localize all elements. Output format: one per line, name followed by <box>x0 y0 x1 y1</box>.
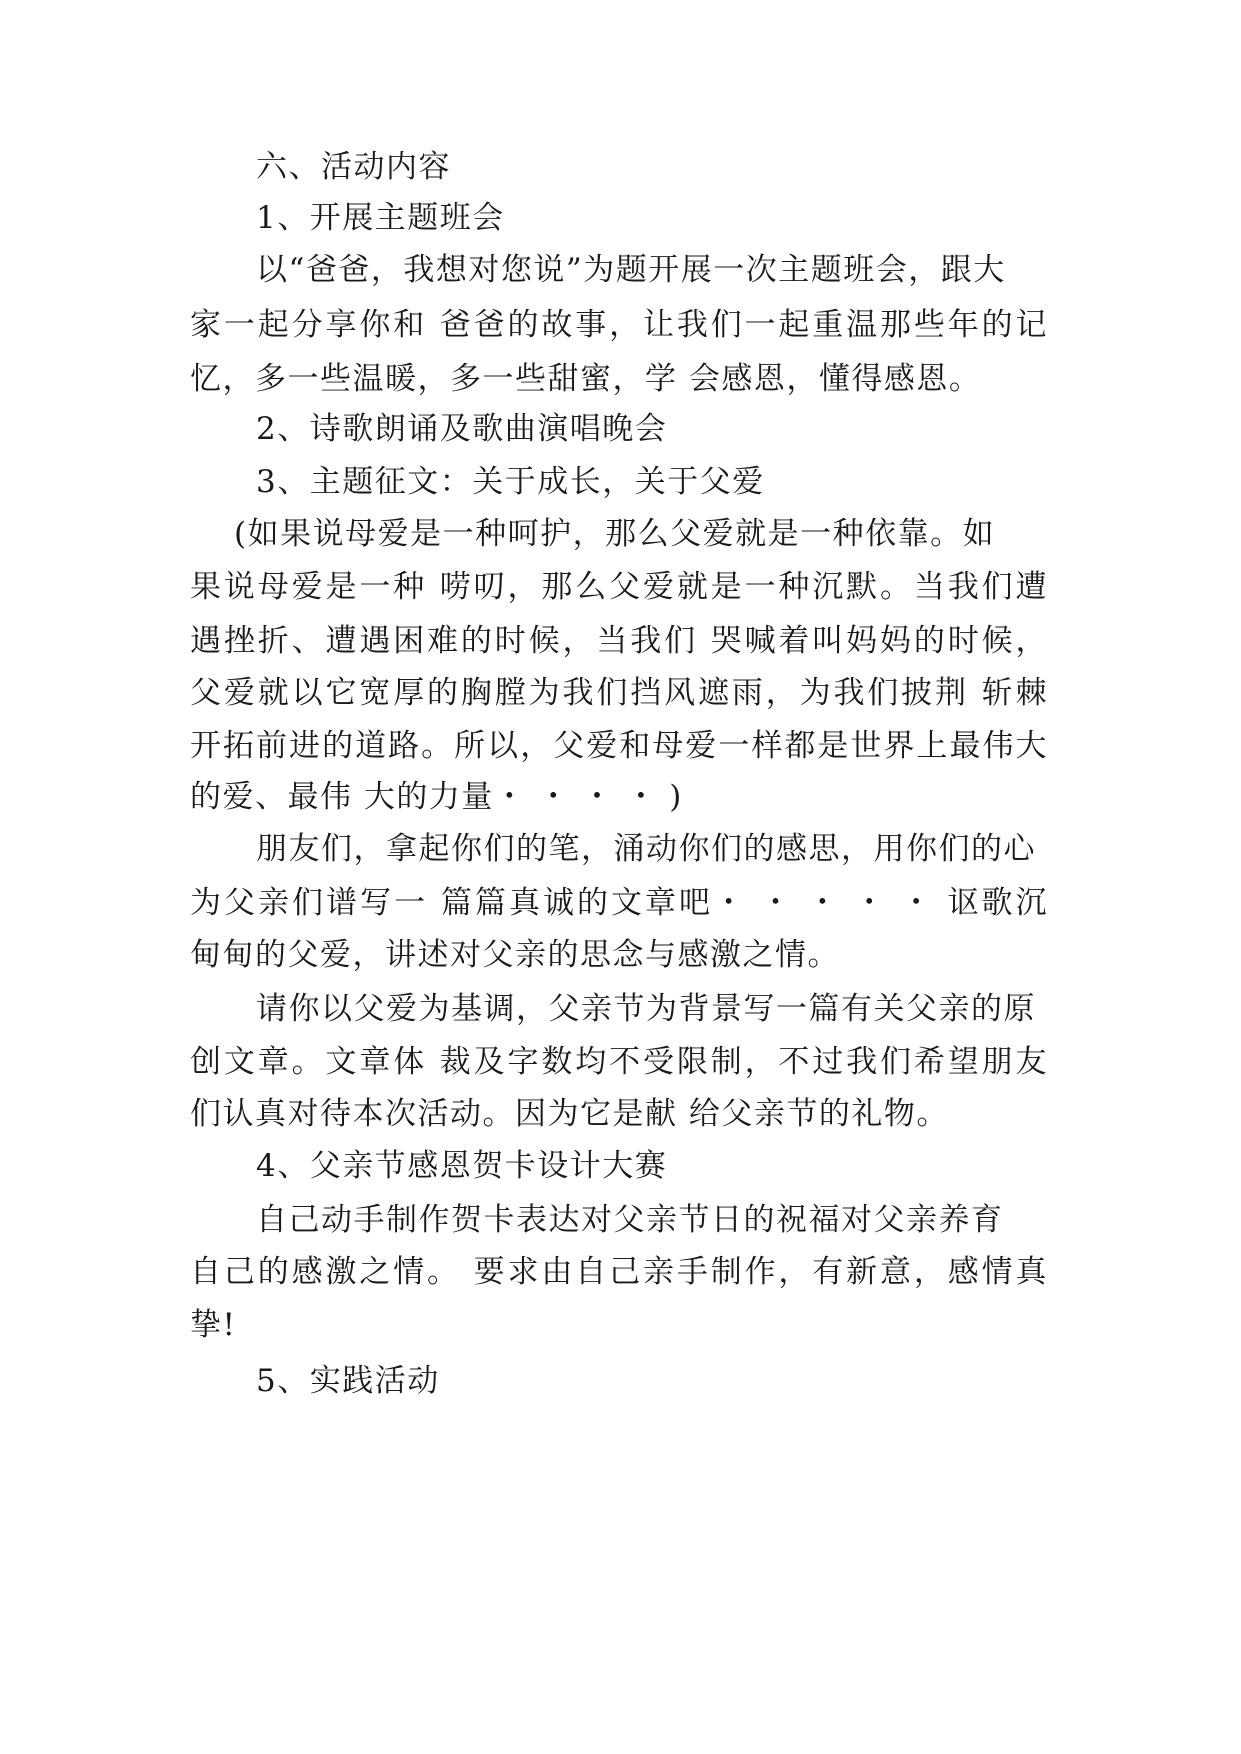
section-heading: 六、活动内容 <box>256 149 451 185</box>
item-heading-3: 3、主题征文：关于成长，关于父爱 <box>256 464 765 500</box>
paragraph-line: 们认真对待本次活动。因为它是献 给父亲节的礼物。 <box>190 1096 949 1132</box>
paragraph-line: 忆，多一些温暖，多一些甜蜜，学 会感恩，懂得感恩。 <box>190 361 982 397</box>
paragraph-line: 挚! <box>190 1307 237 1343</box>
item-heading-4: 4、父亲节感恩贺卡设计大赛 <box>256 1148 668 1184</box>
paragraph-line: 父爱就以它宽厚的胸膛为我们挡风遮雨，为我们披荆 斩棘 <box>190 675 1048 711</box>
item-heading-2: 2、诗歌朗诵及歌曲演唱晚会 <box>256 411 668 447</box>
item-heading-5: 5、实践活动 <box>256 1363 440 1399</box>
paragraph-line: 朋友们，拿起你们的笔，涌动你们的感思，用你们的心 <box>256 831 1036 867</box>
paragraph-line: 开拓前进的道路。所以，父爱和母爱一样都是世界上最伟大 <box>190 728 1048 764</box>
item-heading-1: 1、开展主题班会 <box>256 200 505 236</box>
paragraph-line: 以“爸爸，我想对您说”为题开展一次主题班会，跟大 <box>256 252 1006 288</box>
paragraph-line: 创文章。文章体 裁及字数均不受限制，不过我们希望朋友 <box>190 1044 1048 1080</box>
paragraph-line: 甸甸的父爱，讲述对父亲的思念与感激之情。 <box>190 937 840 973</box>
paragraph-line: 请你以父爱为基调，父亲节为背景写一篇有关父亲的原 <box>256 991 1036 1027</box>
paragraph-line: (如果说母爱是一种呵护，那么父爱就是一种依靠。如 <box>234 516 996 552</box>
paragraph-line: 为父亲们谱写一 篇篇真诚的文章吧・ ・ ・ ・ ・ 讴歌沉 <box>190 885 1048 921</box>
paragraph-line: 果说母爱是一种 唠叨，那么父爱就是一种沉默。当我们遭 <box>190 569 1048 605</box>
paragraph-line: 遇挫折、遭遇困难的时候，当我们 哭喊着叫妈妈的时候， <box>190 623 1048 659</box>
paragraph-line: 自己动手制作贺卡表达对父亲节日的祝福对父亲养育 <box>256 1202 1004 1238</box>
paragraph-line: 自己的感激之情。 要求由自己亲手制作，有新意，感情真 <box>190 1254 1048 1290</box>
paragraph-line: 家一起分享你和 爸爸的故事，让我们一起重温那些年的记 <box>190 307 1048 343</box>
paragraph-line: 的爱、最伟 大的力量・ ・ ・ ・ ) <box>190 779 683 815</box>
